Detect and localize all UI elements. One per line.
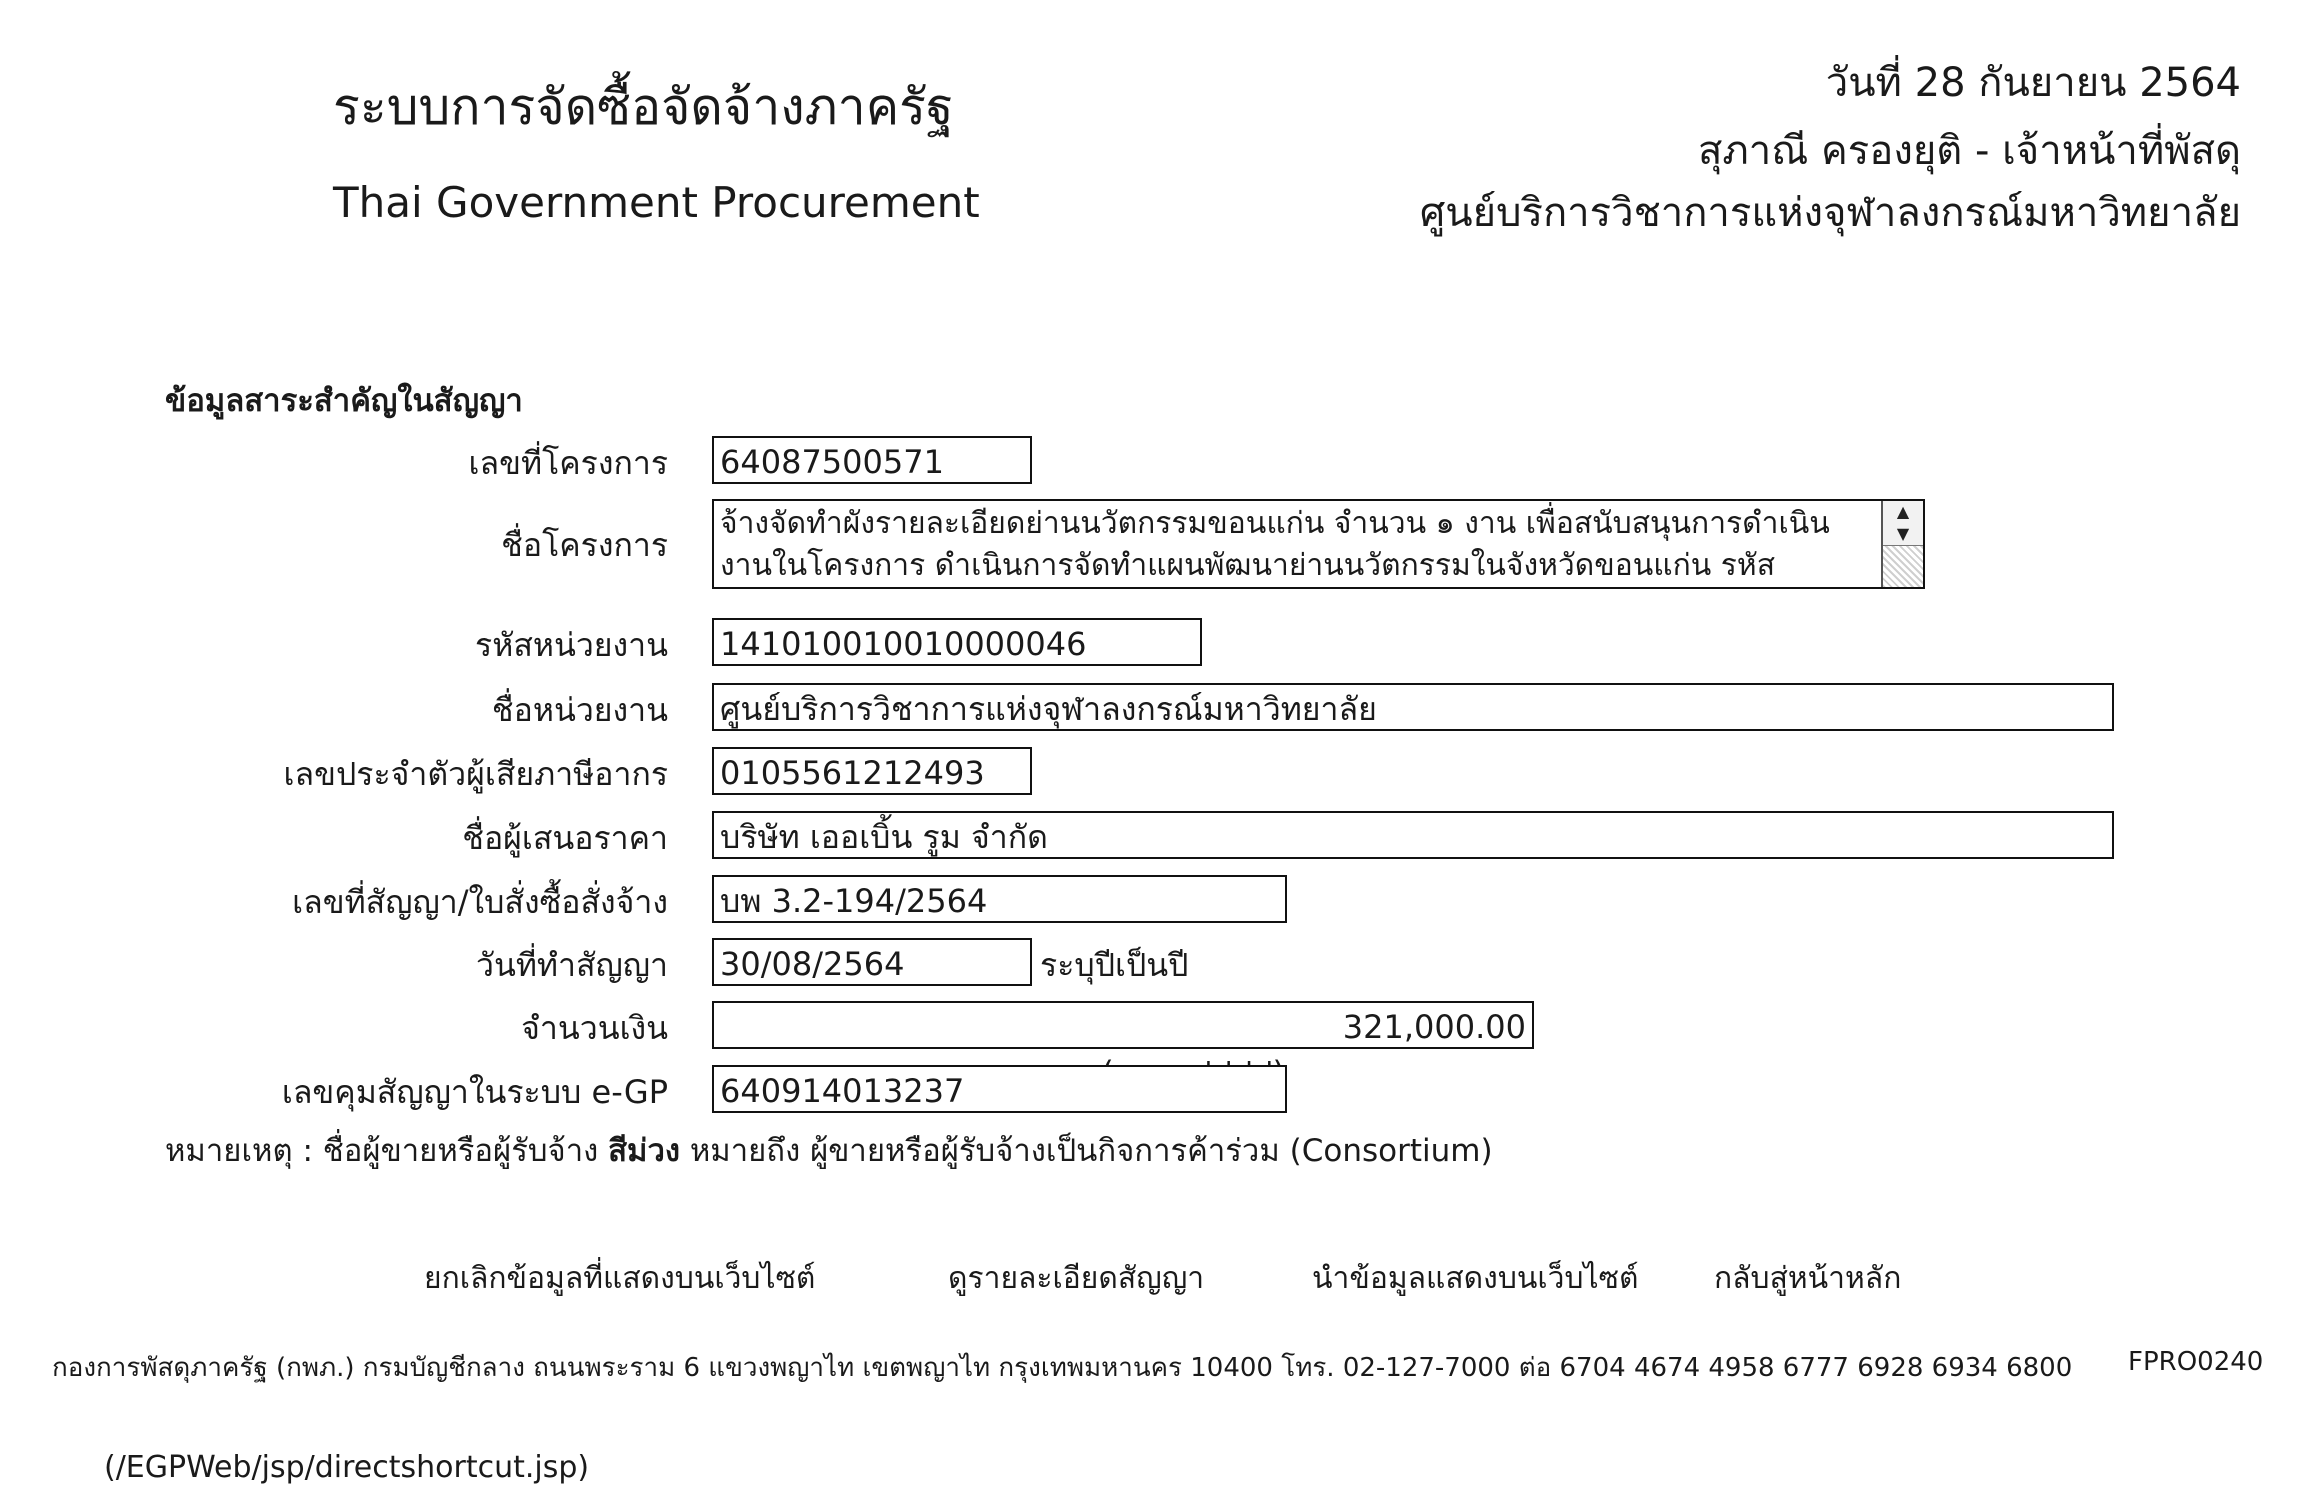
scroll-down-icon[interactable]: ▼ xyxy=(1883,523,1923,546)
footer-page-code: FPRO0240 xyxy=(2128,1347,2264,1377)
contract-no-field[interactable]: บพ 3.2-194/2564 xyxy=(712,875,1287,923)
system-title-english: Thai Government Procurement xyxy=(333,178,980,227)
project-no-field[interactable]: 64087500571 xyxy=(712,436,1032,484)
egp-contract-no-field[interactable]: 640914013237 xyxy=(712,1065,1287,1113)
agency-name-label: ชื่อหน่วยงาน xyxy=(491,691,668,729)
note-suffix: หมายถึง ผู้ขายหรือผู้รับจ้างเป็นกิจการค้าร่วม (Consortium) xyxy=(680,1133,1493,1169)
amount-field[interactable]: 321,000.00 xyxy=(712,1001,1534,1049)
tax-id-field[interactable]: 0105561212493 xyxy=(712,747,1032,795)
note-prefix: หมายเหตุ : ชื่อผู้ขายหรือผู้รับจ้าง xyxy=(165,1133,609,1169)
publish-to-website-link[interactable]: นำข้อมูลแสดงบนเว็บไซต์ xyxy=(1312,1261,1639,1296)
bidder-name-field[interactable]: บริษัท เออเบิ้น รูม จำกัด xyxy=(712,811,2114,859)
contract-date-hint: ระบุปีเป็นปี xyxy=(1040,946,1189,984)
current-date: วันที่ 28 กันยายน 2564 xyxy=(1825,60,2241,106)
user-name-role: สุภาณี ครองยุติ - เจ้าหน้าที่พัสดุ xyxy=(1697,128,2241,174)
project-name-scrollbar[interactable] xyxy=(1881,501,1923,587)
contract-date-field[interactable]: 30/08/2564 xyxy=(712,938,1032,986)
note-highlight: สีม่วง xyxy=(608,1133,681,1169)
contract-no-label: เลขที่สัญญา/ใบสั่งซื้อสั่งจ้าง xyxy=(292,883,668,921)
tax-id-label: เลขประจำตัวผู้เสียภาษีอากร xyxy=(283,755,668,793)
contract-date-label: วันที่ทำสัญญา xyxy=(475,946,668,984)
project-name-text: จ้างจัดทำผังรายละเอียดย่านนวัตกรรมขอนแก่น จำนวน ๑ งาน เพื่อสนับสนุนการดำเนินงานในโครงการ ดำเนินการจัดทำแผนพัฒนาย่านนวัตกรรมในจังหวัดขอนแก่น รหัส xyxy=(720,506,1830,583)
scroll-up-icon[interactable]: ▲ xyxy=(1883,501,1923,524)
back-to-home-link[interactable]: กลับสู่หน้าหลัก xyxy=(1714,1261,1902,1296)
agency-code-label: รหัสหน่วยงาน xyxy=(475,626,668,664)
agency-code-field[interactable]: 141010010010000046 xyxy=(712,618,1202,666)
page-url: (/EGPWeb/jsp/directshortcut.jsp) xyxy=(104,1450,590,1485)
view-contract-detail-link[interactable]: ดูรายละเอียดสัญญา xyxy=(948,1261,1205,1296)
project-name-label: ชื่อโครงการ xyxy=(501,526,668,564)
consortium-note xyxy=(165,1125,1493,1175)
amount-label: จำนวนเงิน xyxy=(521,1009,668,1047)
project-no-label: เลขที่โครงการ xyxy=(468,444,668,482)
user-organization: ศูนย์บริการวิชาการแห่งจุฬาลงกรณ์มหาวิทยาลัย xyxy=(1419,190,2241,236)
section-title: ข้อมูลสาระสำคัญในสัญญา xyxy=(165,383,523,419)
bidder-name-label: ชื่อผู้เสนอราคา xyxy=(462,819,668,857)
egp-contract-no-label: เลขคุมสัญญาในระบบ e-GP xyxy=(281,1073,668,1111)
cancel-publish-link[interactable]: ยกเลิกข้อมูลที่แสดงบนเว็บไซต์ xyxy=(424,1261,816,1296)
project-name-textarea[interactable] xyxy=(712,499,1925,589)
footer-address: กองการพัสดุภาครัฐ (กพภ.) กรมบัญชีกลาง ถนนพระราม 6 แขวงพญาไท เขตพญาไท กรุงเทพมหานคร 10400 โทร. 02-127-7000 ต่อ 6704 4674 4958 6777 6928 6934 6800 xyxy=(52,1353,2073,1383)
system-title-thai: ระบบการจัดซื้อจัดจ้างภาครัฐ xyxy=(333,78,954,136)
agency-name-field[interactable]: ศูนย์บริการวิชาการแห่งจุฬาลงกรณ์มหาวิทยาลัย xyxy=(712,683,2114,731)
